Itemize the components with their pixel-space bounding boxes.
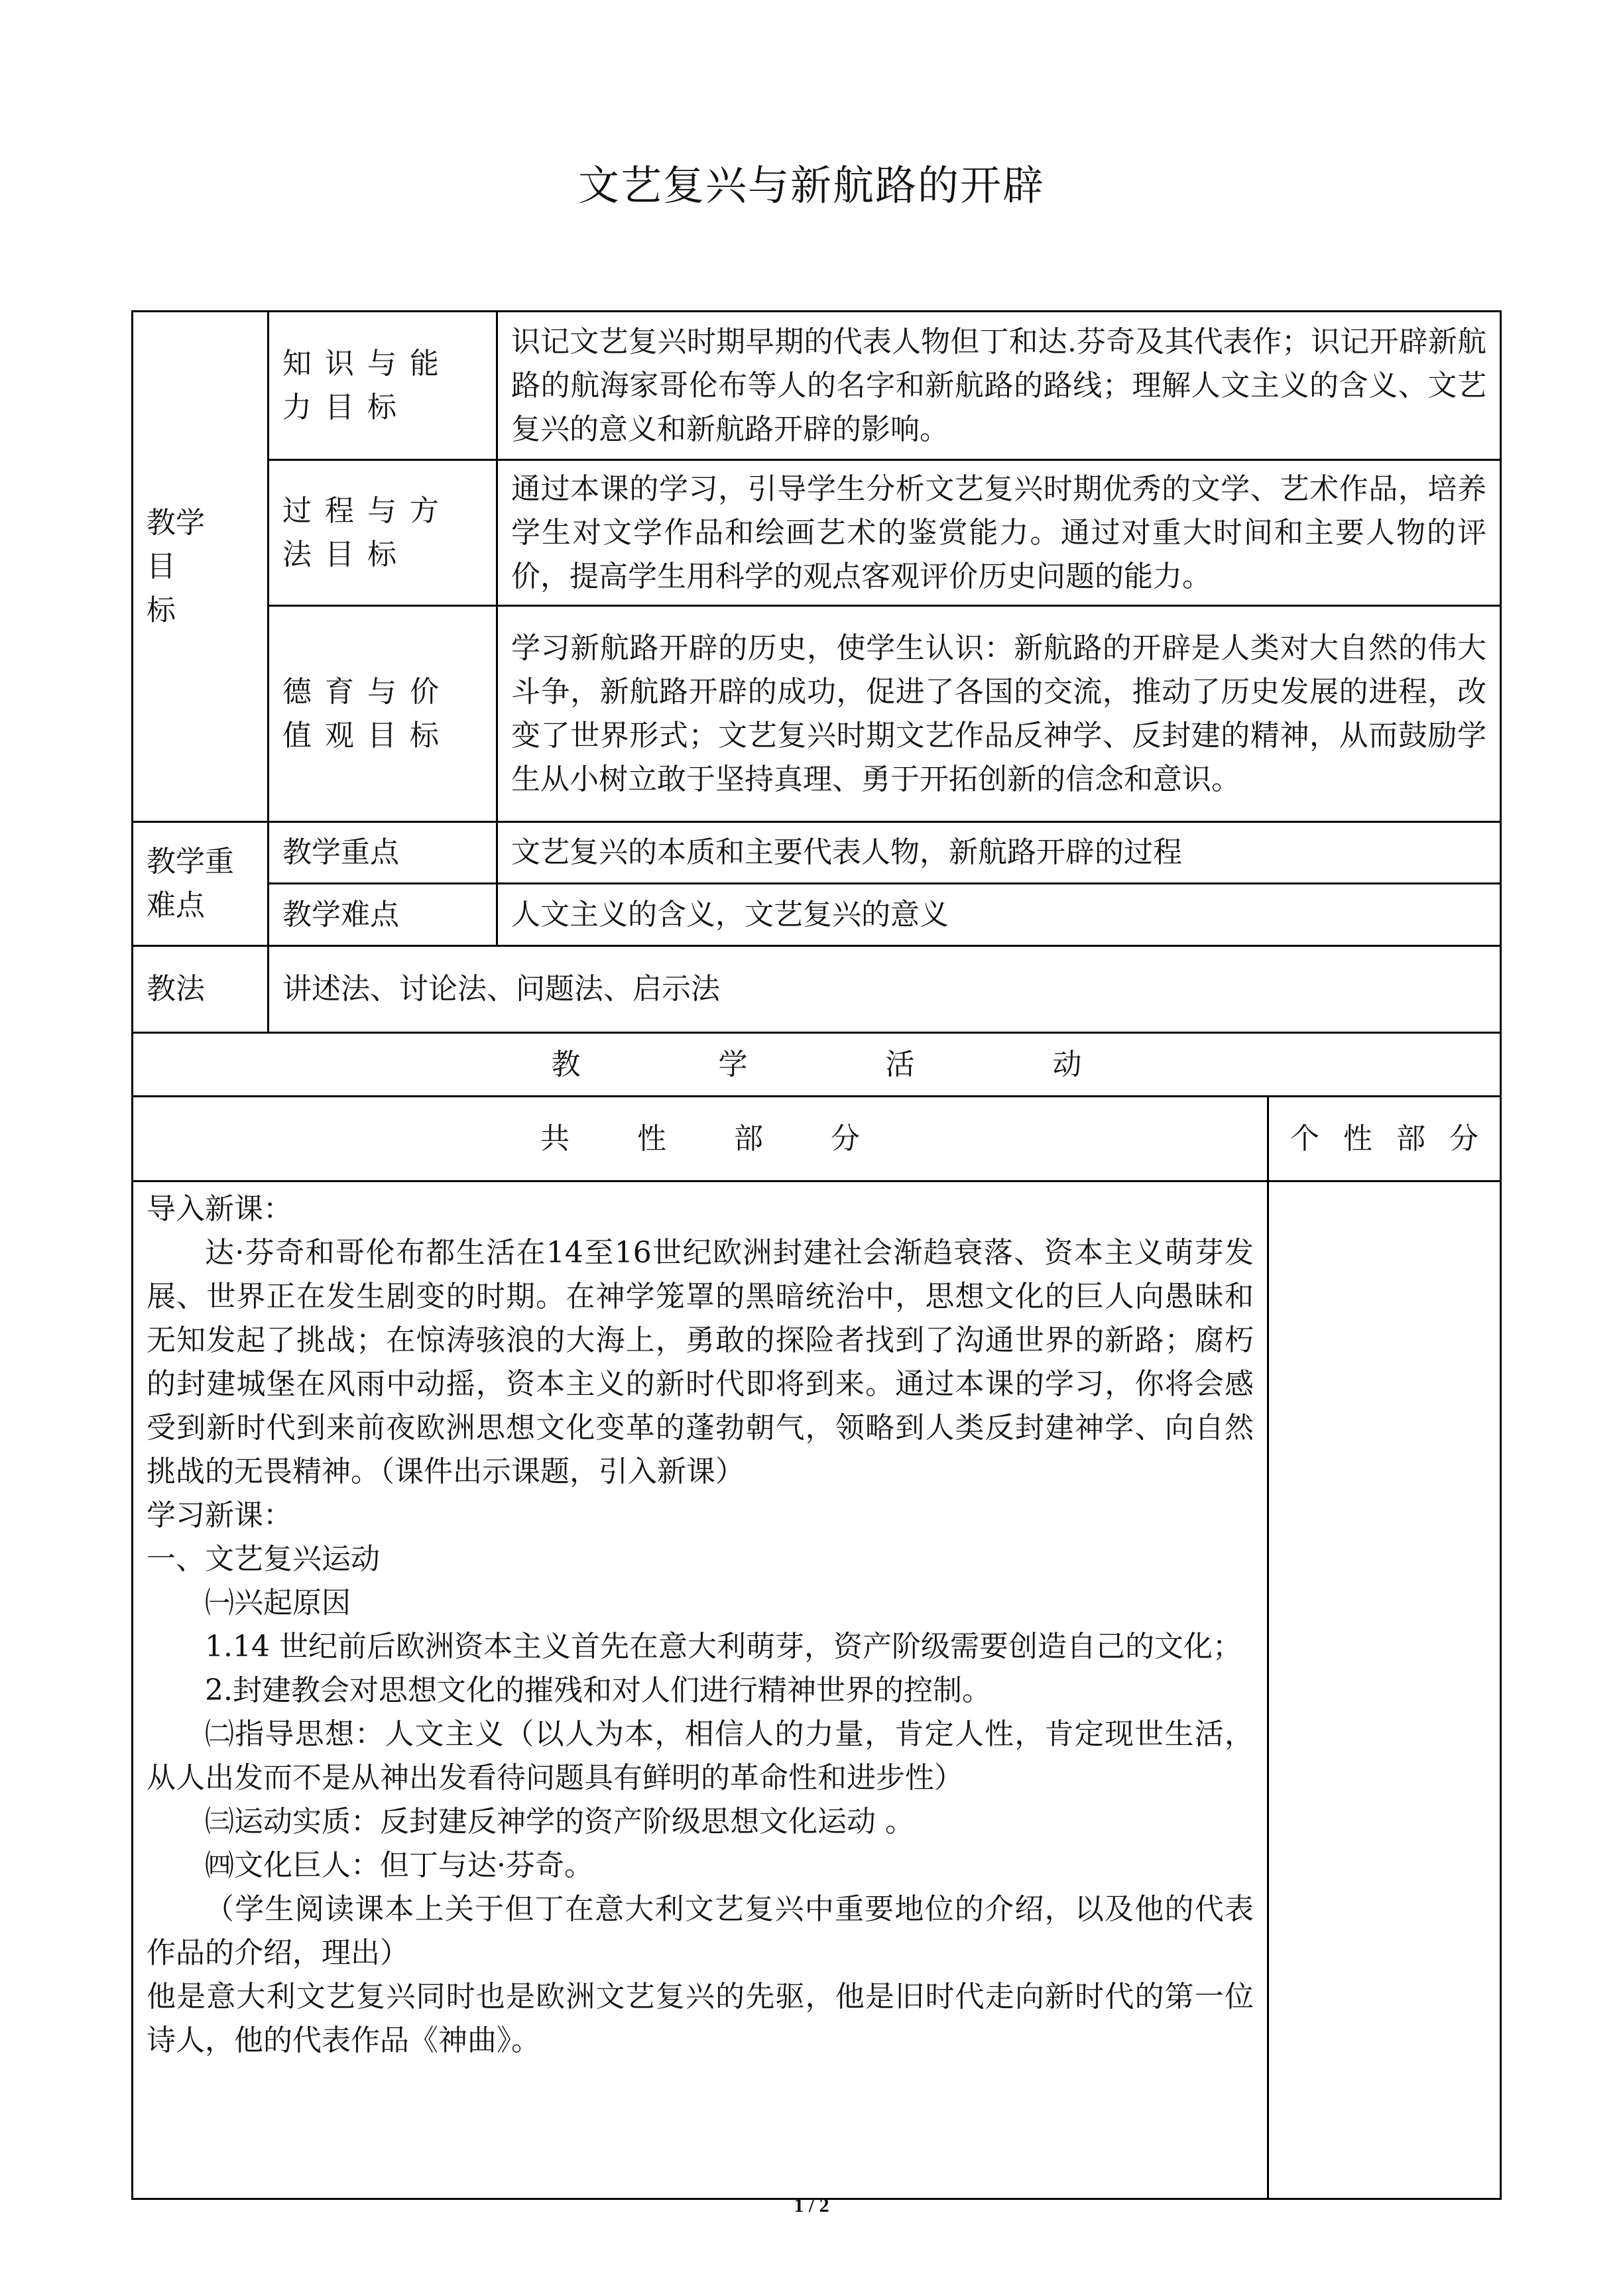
keypoint-content-difficulty: 人文主义的含义，文艺复兴的意义 (497, 884, 1501, 946)
common-part-body (133, 1181, 1268, 2199)
section-header-row (133, 1097, 1501, 1181)
common-header-char-1: 共 (540, 1121, 570, 1156)
keypoints-category-cell: 教学重难点 (133, 822, 269, 946)
activity-header (133, 1033, 1501, 1097)
keypoint-row-focus (133, 822, 1501, 884)
page-number: 1 / 2 (794, 2195, 829, 2216)
activity-header-char-2: 学 (718, 1047, 748, 1081)
body-paragraph-10: ㈣文化巨人：但丁与达·芬奇。 (205, 1848, 593, 1882)
personal-header-char-2: 性 (1343, 1121, 1372, 1156)
lesson-plan-table (131, 310, 1502, 2200)
goals-category-cell (133, 312, 269, 822)
body-row (133, 1181, 1501, 2199)
methods-row (133, 946, 1501, 1033)
goal-row-process (133, 460, 1501, 606)
body-paragraph-9: ㈢运动实质：反封建反神学的资产阶级思想文化运动 。 (205, 1805, 914, 1839)
methods-label: 教法 (133, 946, 269, 1033)
personal-header-char-1: 个 (1290, 1121, 1319, 1156)
body-paragraph-1: 导入新课： (147, 1192, 292, 1226)
methods-content: 讲述法、讨论法、问题法、启示法 (269, 946, 1501, 1033)
body-paragraph-3: 学习新课： (147, 1498, 292, 1532)
body-paragraph-7: 2.封建教会对思想文化的摧残和对人们进行精神世界的控制。 (205, 1673, 991, 1707)
common-header-char-2: 性 (637, 1121, 666, 1156)
goal-label-knowledge: 知识与能力目标 (269, 312, 497, 460)
activity-header-char-4: 动 (1052, 1047, 1082, 1081)
goals-category-line-2: 目 (147, 549, 176, 583)
activity-header-row (133, 1033, 1501, 1097)
body-paragraph-12: 他是意大利文艺复兴同时也是欧洲文艺复兴的先驱，他是旧时代走向新时代的第一位诗人，他的代表作品《神曲》。 (147, 1980, 1254, 2057)
goal-label-process: 过程与方法目标 (269, 460, 497, 606)
body-paragraph-11: （学生阅读课本上关于但丁在意大利文艺复兴中重要地位的介绍，以及他的代表作品的介绍，理出） (147, 1892, 1254, 1970)
personal-part-header (1268, 1097, 1501, 1181)
goal-row-values (133, 606, 1501, 822)
body-paragraph-4: 一、文艺复兴运动 (147, 1542, 380, 1576)
body-paragraph-5: ㈠兴起原因 (205, 1586, 351, 1620)
keypoint-label-difficulty: 教学难点 (269, 884, 497, 946)
activity-header-char-3: 活 (885, 1047, 915, 1081)
activity-header-char-1: 教 (551, 1047, 581, 1081)
common-part-header (133, 1097, 1268, 1181)
personal-header-char-3: 部 (1396, 1121, 1425, 1156)
goals-category-line-3: 标 (147, 593, 176, 627)
goal-row-knowledge (133, 312, 1501, 460)
document-title: 文艺复兴与新航路的开辟 (577, 161, 1045, 210)
keypoint-label-focus: 教学重点 (269, 822, 497, 884)
goal-content-knowledge: 识记文艺复兴时期早期的代表人物但丁和达.芬奇及其代表作；识记开辟新航路的航海家哥伦布等人的名字和新航路的路线；理解人文主义的含义、文艺复兴的意义和新航路开辟的影响。 (497, 312, 1501, 460)
body-paragraph-2: 达·芬奇和哥伦布都生活在14至16世纪欧洲封建社会渐趋衰落、资本主义萌芽发展、世界正在发生剧变的时期。在神学笼罩的黑暗统治中，思想文化的巨人向愚昧和无知发起了挑战；在惊涛骇浪的大海上，勇敢的探险者找到了沟通世界的新路；腐朽的封建城堡在风雨中动摇，资本主义的新时代即将到来。通过本课的学习，你将会感受到新时代到来前夜欧洲思想文化变革的蓬勃朝气，领略到人类反封建神学、向自然挑战的无畏精神。（课件出示课题，引入新课） (147, 1236, 1254, 1488)
personal-header-char-4: 分 (1449, 1121, 1478, 1156)
goal-content-values: 学习新航路开辟的历史，使学生认识：新航路的开辟是人类对大自然的伟大斗争，新航路开辟的成功，促进了各国的交流，推动了历史发展的进程，改变了世界形式；文艺复兴时期文艺作品反神学、反封建的精神，从而鼓励学生从小树立敢于坚持真理、勇于开拓创新的信念和意识。 (497, 606, 1501, 822)
goal-label-values: 德育与价值观目标 (269, 606, 497, 822)
goals-category-line-1: 教学 (147, 505, 205, 540)
body-paragraph-8: ㈡指导思想：人文主义（以人为本，相信人的力量，肯定人性，肯定现世生活，从人出发而不是从神出发看待问题具有鲜明的革命性和进步性） (147, 1717, 1254, 1795)
common-header-char-3: 部 (734, 1121, 763, 1156)
keypoint-content-focus: 文艺复兴的本质和主要代表人物，新航路开辟的过程 (497, 822, 1501, 884)
personal-part-body (1268, 1181, 1501, 2199)
goal-content-process: 通过本课的学习，引导学生分析文艺复兴时期优秀的文学、艺术作品，培养学生对文学作品和绘画艺术的鉴赏能力。通过对重大时间和主要人物的评价，提高学生用科学的观点客观评价历史问题的能力。 (497, 460, 1501, 606)
keypoint-row-difficulty (133, 884, 1501, 946)
common-header-char-4: 分 (831, 1121, 860, 1156)
body-paragraph-6: 1.14 世纪前后欧洲资本主义首先在意大利萌芽，资产阶级需要创造自己的文化； (205, 1630, 1242, 1663)
